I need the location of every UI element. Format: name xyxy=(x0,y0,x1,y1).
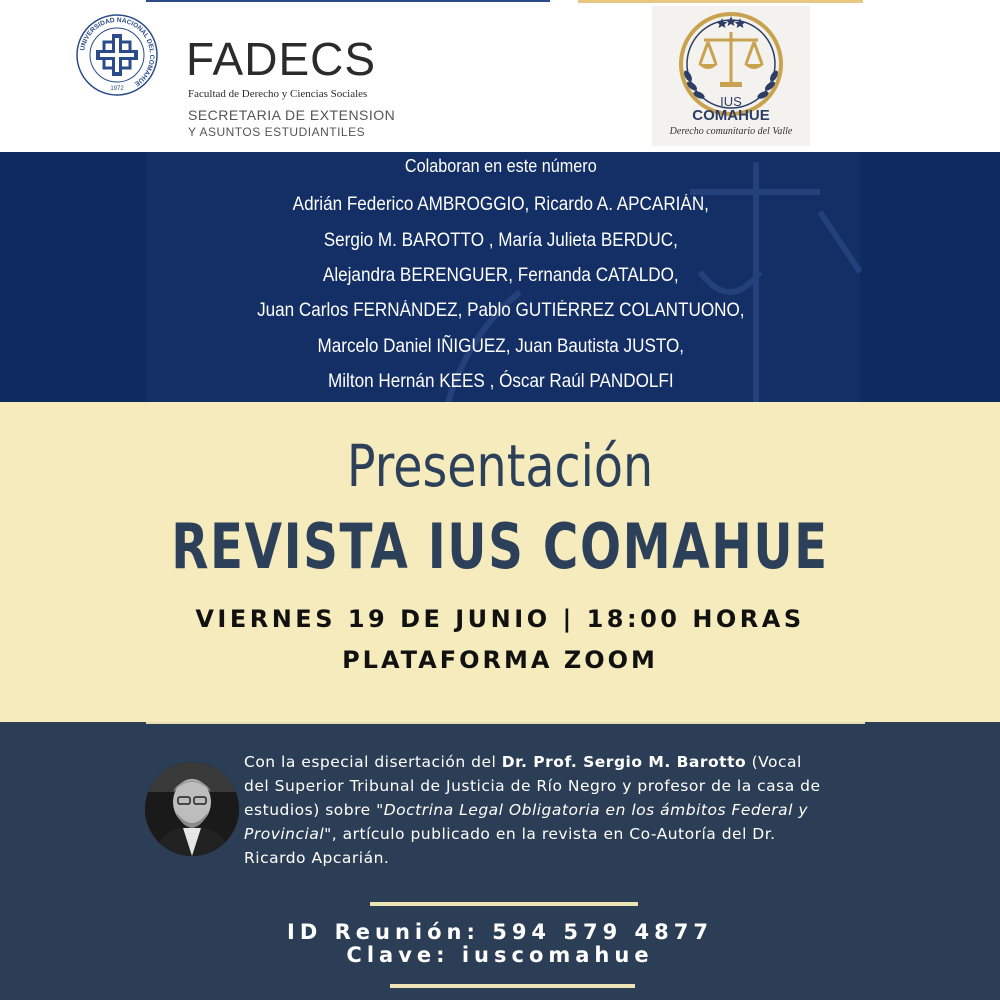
meeting-rule-bottom xyxy=(390,984,635,988)
fadecs-subtitle: Facultad de Derecho y Ciencias Sociales xyxy=(188,88,368,100)
speaker-avatar xyxy=(145,762,239,856)
collaborator-line: Adrián Federico AMBROGGIO, Ricardo A. APCARIÁN, xyxy=(292,194,709,215)
speaker-portrait-icon xyxy=(145,762,239,856)
collaborator-line: Milton Hernán KEES , Óscar Raúl PANDOLFI xyxy=(328,371,674,392)
top-accent-line-left xyxy=(146,0,550,2)
ius-comahue-logo xyxy=(652,6,810,146)
ius-word: IUS xyxy=(720,94,742,109)
collaborator-line: Sergio M. BAROTTO , María Julieta BERDUC, xyxy=(323,230,678,251)
seal-ring-text: UNIVERSIDAD NACIONAL DEL COMAHUE xyxy=(79,16,156,88)
speaker-name: Dr. Prof. Sergio M. Barotto xyxy=(501,753,747,771)
collaborator-line: Alejandra BERENGUER, Fernanda CATALDO, xyxy=(322,265,679,286)
event-platform: PLATAFORMA ZOOM xyxy=(342,646,658,674)
presentation-word: Presentación xyxy=(346,432,654,500)
desc-outro: ", artículo publicado en la revista en Co-Autoría del Dr. Ricardo Apcarián. xyxy=(244,825,776,867)
top-accent-line-right xyxy=(578,0,863,3)
meeting-id: ID Reunión: 594 579 4877 xyxy=(287,920,713,944)
scales-of-justice-icon xyxy=(652,6,810,146)
collaborator-line: Marcelo Daniel IÑIGUEZ, Juan Bautista JUSTO, xyxy=(317,336,685,357)
desc-intro: Con la especial disertación del xyxy=(244,753,502,771)
meeting-password: Clave: iuscomahue xyxy=(346,943,654,967)
fadecs-title: FADECS xyxy=(186,33,377,85)
university-seal-icon xyxy=(76,14,158,96)
header xyxy=(0,0,1000,152)
event-date-time: VIERNES 19 DE JUNIO | 18:00 HORAS xyxy=(195,605,805,633)
talk-topic: Doctrina Legal Obligatoria en los ámbitos Federal y Provincial xyxy=(244,801,809,843)
meeting-rule-top xyxy=(370,902,638,906)
comahue-word: COMAHUE xyxy=(692,107,770,124)
speaker-description xyxy=(244,750,824,870)
ius-tagline: Derecho comunitario del Valle xyxy=(669,126,793,137)
collaborators-title: Colaboran en este número xyxy=(404,156,597,176)
seal-year: 1972 xyxy=(110,86,124,92)
section-divider xyxy=(146,722,865,724)
presentation-section xyxy=(0,402,1000,722)
secretaria-line-1: SECRETARIA DE EXTENSION xyxy=(188,107,396,123)
secretaria-line-2: Y ASUNTOS ESTUDIANTILES xyxy=(188,125,366,139)
collaborators-section xyxy=(0,152,1000,402)
collaborator-line: Juan Carlos FERNÁNDEZ, Pablo GUTIÉRREZ COLANTUONO, xyxy=(257,300,745,321)
speaker-role: (Vocal del Superior Tribunal de Justicia de Río Negro y profesor de la casa de estudios) sobre " xyxy=(244,753,821,819)
speaker-section xyxy=(0,722,1000,1000)
journal-title: REVISTA IUS COMAHUE xyxy=(171,510,829,583)
